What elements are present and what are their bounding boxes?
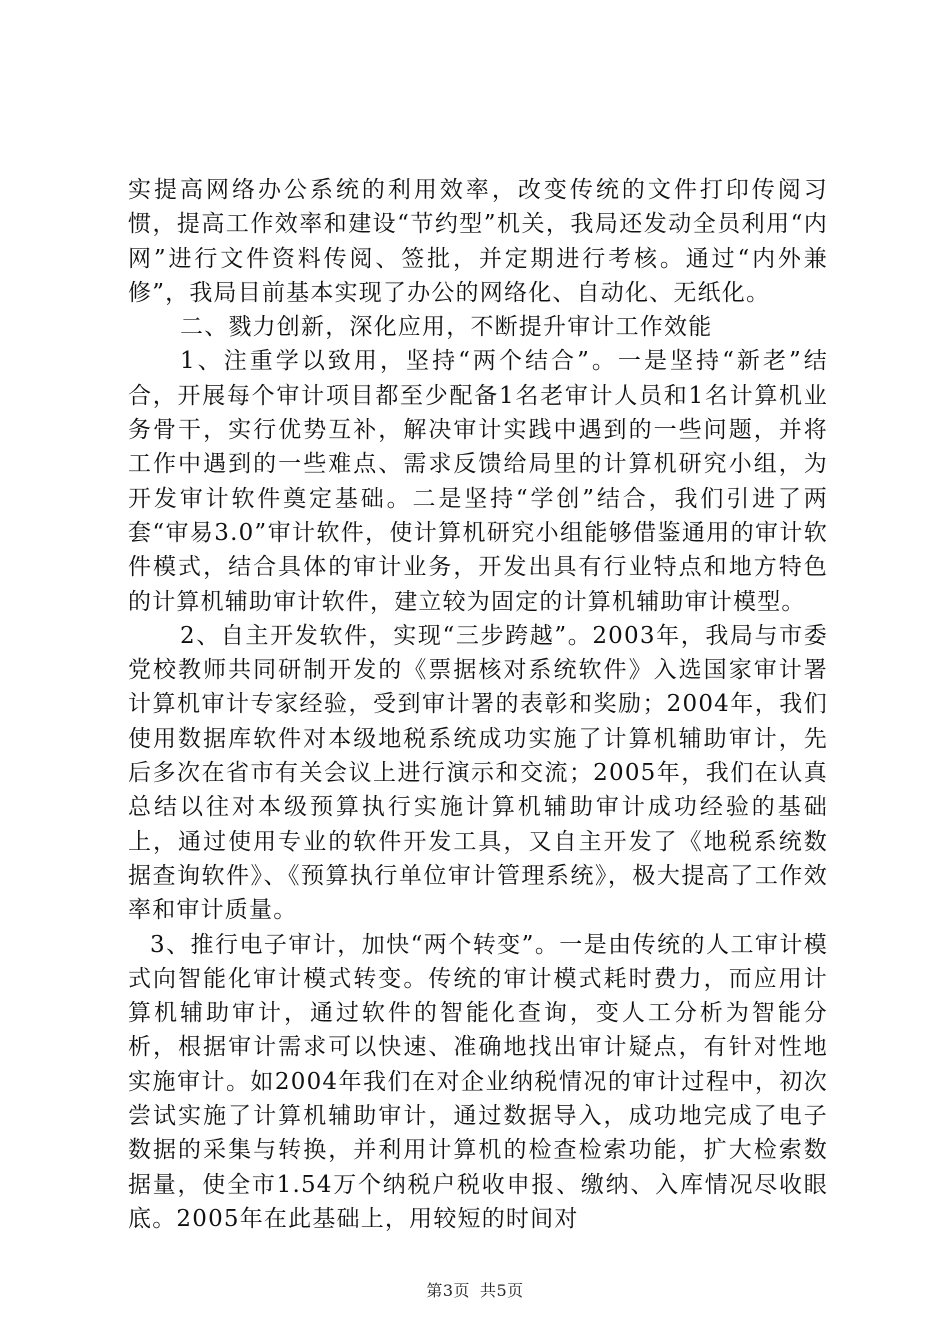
paragraph-two-combinations: 1、注重学以致用，坚持“两个结合”。一是坚持“新老”结合，开展每个审计项目都至少配备1名老审计人员和1名计算机业务骨干，实行优势互补，解决审计实践中遇到的一些问题，并将工作中遇到的一些难点、需求反馈给局里的计算机研究小组，为开发审计软件奠定基础。二是坚持“学创”结合，我们引进了两套“审易3.0”审计软件，使计算机研究小组能够借鉴通用的审计软件模式，结合具体的审计业务，开发出具有行业特点和地方特色的计算机辅助审计软件，建立较为固定的计算机辅助审计模型。	[128, 348, 828, 615]
section-heading-innovation: 二、戮力创新，深化应用，不断提升审计工作效能	[180, 314, 713, 341]
paragraph-software-development: 2、自主开发软件，实现“三步跨越”。2003年，我局与市委党校教师共同研制开发的《票据核对系统软件》入选国家审计署计算机审计专家经验，受到审计署的表彰和奖励；2004年，我们使用数据库软件对本级地税系统成功实施了计算机辅助审计，先后多次在省市有关会议上进行演示和交流；2005年，我们在认真总结以往对本级预算执行实施计算机辅助审计成功经验的基础上，通过使用专业的软件开发工具，又自主开发了《地税系统数据查询软件》、《预算执行单位审计管理系统》，极大提高了工作效率和审计质量。	[128, 622, 828, 924]
paragraph-electronic-audit: 3、推行电子审计，加快“两个转变”。一是由传统的人工审计模式向智能化审计模式转变。传统的审计模式耗时费力，而应用计算机辅助审计，通过软件的智能化查询，变人工分析为智能分析，根据审计需求可以快速、准确地找出审计疑点，有针对性地实施审计。如2004年我们在对企业纳税情况的审计过程中，初次尝试实施了计算机辅助审计，通过数据导入，成功地完成了电子数据的采集与转换，并利用计算机的检查检索功能，扩大检索数据量，使全市1.54万个纳税户税收申报、缴纳、入库情况尽收眼底。2005年在此基础上，用较短的时间对	[128, 931, 828, 1232]
page-total: 共5页	[480, 1281, 524, 1300]
paragraph-network-office: 实提高网络办公系统的利用效率，改变传统的文件打印传阅习惯，提高工作效率和建设“节约型”机关，我局还发动全员利用“内网”进行文件资料传阅、签批，并定期进行考核。通过“内外兼修”，我局目前基本实现了办公的网络化、自动化、无纸化。	[128, 177, 828, 306]
page-number: 第3页	[426, 1281, 470, 1300]
document-body	[128, 173, 828, 1236]
page-footer	[0, 1278, 950, 1301]
